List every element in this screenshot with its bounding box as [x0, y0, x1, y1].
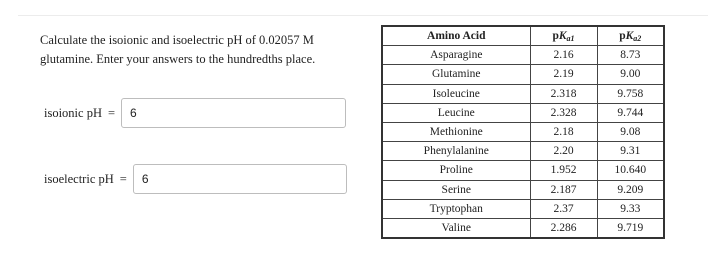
table-row — [382, 103, 664, 122]
isoelectric-label: isoelectric pH — [44, 171, 114, 186]
isoelectric-input[interactable]: 6 — [133, 164, 347, 194]
pka2-cell: 9.08 — [597, 122, 664, 141]
pka1-cell: 2.328 — [530, 103, 597, 122]
table-row — [382, 199, 664, 218]
equals-sign: = — [107, 105, 116, 120]
amino-acid-cell: Asparagine — [382, 46, 530, 65]
pka1-cell: 2.37 — [530, 199, 597, 218]
pka2-cell: 9.209 — [597, 180, 664, 199]
pka1-cell: 2.18 — [530, 122, 597, 141]
isoionic-input[interactable]: 6 — [121, 98, 346, 128]
table-row — [382, 142, 664, 161]
pka2-cell: 8.73 — [597, 46, 664, 65]
pka1-cell: 2.318 — [530, 84, 597, 103]
pka2-cell: 9.33 — [597, 199, 664, 218]
header-pka2: $pK_{a2}$ — [597, 26, 664, 46]
amino-acid-cell: Phenylalanine — [382, 142, 530, 161]
pka1-cell: 2.16 — [530, 46, 597, 65]
table-header-row — [382, 26, 664, 46]
pka-table — [381, 25, 665, 239]
amino-acid-cell: Serine — [382, 180, 530, 199]
pka2-cell: 9.758 — [597, 84, 664, 103]
pka2-cell: 9.00 — [597, 65, 664, 84]
table-row — [382, 218, 664, 238]
pka1-cell: 2.187 — [530, 180, 597, 199]
amino-acid-cell: Tryptophan — [382, 199, 530, 218]
pka2-cell: 9.31 — [597, 142, 664, 161]
table-row — [382, 180, 664, 199]
pka1-cell: 2.20 — [530, 142, 597, 161]
isoelectric-answer-row — [44, 164, 347, 194]
table-row — [382, 46, 664, 65]
pka1-cell: 1.952 — [530, 161, 597, 180]
table-row — [382, 161, 664, 180]
equals-sign: = — [119, 171, 127, 186]
amino-acid-cell: Leucine — [382, 103, 530, 122]
isoionic-label: isoionic pH — [44, 105, 102, 120]
table-row — [382, 65, 664, 84]
isoionic-answer-row — [44, 98, 346, 128]
pka2-cell: 10.640 — [597, 161, 664, 180]
amino-acid-cell: Valine — [382, 218, 530, 238]
header-amino-acid: Amino Acid — [382, 26, 530, 46]
pka2-cell: 9.744 — [597, 103, 664, 122]
top-divider — [18, 15, 708, 16]
amino-acid-cell: Glutamine — [382, 65, 530, 84]
pka2-cell: 9.719 — [597, 218, 664, 238]
amino-acid-cell: Methionine — [382, 122, 530, 141]
table-row — [382, 84, 664, 103]
pka1-cell: 2.286 — [530, 218, 597, 238]
pka1-cell: 2.19 — [530, 65, 597, 84]
question-text: Calculate the isoionic and isoelectric pH of 0.02057 M glutamine. Enter your answers to the hundredths place. — [40, 33, 316, 66]
amino-acid-cell: Isoleucine — [382, 84, 530, 103]
table-row — [382, 122, 664, 141]
amino-acid-cell: Proline — [382, 161, 530, 180]
header-pka1: $pK_{a1}$ — [530, 26, 597, 46]
